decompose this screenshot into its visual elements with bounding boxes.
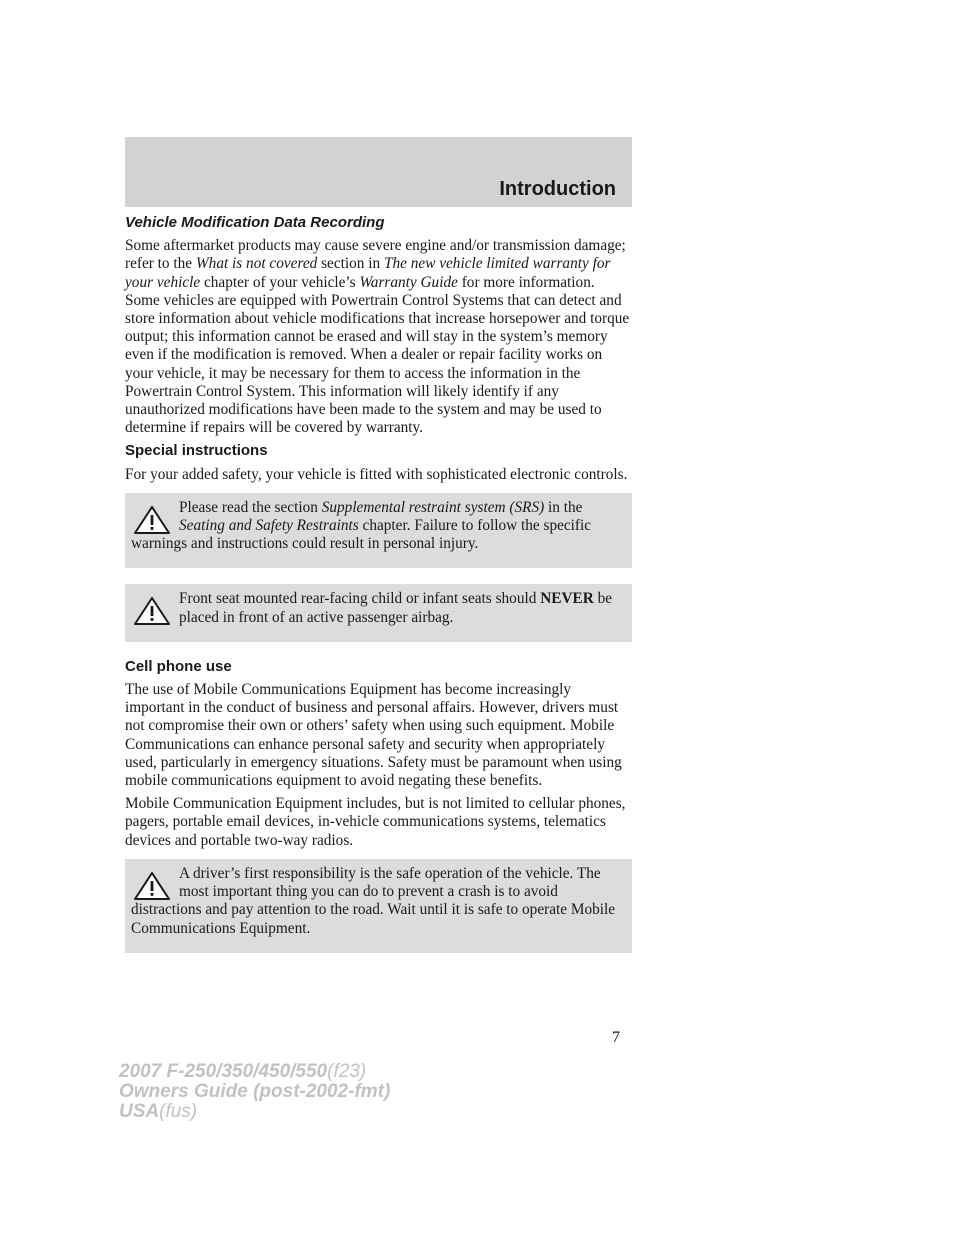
page-number: 7 bbox=[612, 1029, 620, 1046]
warning-box-srs bbox=[125, 493, 632, 569]
footer-line-market bbox=[119, 1102, 390, 1122]
text: Front seat mounted rear-facing child or infant seats should bbox=[179, 590, 541, 608]
document-footer bbox=[119, 1062, 390, 1122]
footer-line-guide: Owners Guide (post-2002-fmt) bbox=[119, 1081, 391, 1102]
page-content bbox=[125, 214, 632, 969]
ref-what-is-not-covered: What is not covered bbox=[195, 255, 318, 273]
warning-text-child-seat bbox=[131, 590, 624, 626]
heading-special-instructions: Special instructions bbox=[125, 442, 268, 460]
footer-model-code: (f23) bbox=[327, 1061, 367, 1082]
warning-triangle-icon bbox=[133, 596, 171, 626]
warning-triangle-icon bbox=[133, 871, 171, 901]
warning-text-driver: A driver’s first responsibility is the safe operation of the vehicle. The most important thing you can do to prevent a crash is to avoid distractions and pay attention to the road. Wait until it is safe to operate Mobile Communications Equipment. bbox=[131, 864, 616, 937]
never-emphasis: NEVER bbox=[540, 590, 594, 608]
text: section in bbox=[317, 255, 384, 273]
chapter-header bbox=[125, 137, 632, 207]
footer-model: 2007 F-250/350/450/550 bbox=[119, 1061, 328, 1082]
paragraph-vehicle-modification bbox=[125, 237, 632, 437]
footer-market-code: (fus) bbox=[159, 1101, 198, 1122]
paragraph-special-instructions: For your added safety, your vehicle is fitted with sophisticated electronic controls. bbox=[125, 465, 628, 483]
ref-seating-restraints: Seating and Safety Restraints bbox=[179, 517, 359, 535]
text: Please read the section bbox=[179, 498, 322, 516]
ref-limited-warranty: The new vehicle limited warranty for your vehicle bbox=[125, 255, 611, 291]
warning-box-driver bbox=[125, 859, 632, 953]
text: in the bbox=[544, 498, 583, 516]
footer-line-model bbox=[119, 1062, 390, 1082]
warning-box-child-seat bbox=[125, 584, 632, 641]
ref-srs: Supplemental restraint system (SRS) bbox=[321, 498, 545, 516]
text: Some aftermarket products may cause severe engine and/or transmission damage; refer to the bbox=[125, 237, 626, 273]
warning-text-srs bbox=[131, 499, 624, 554]
chapter-title: Introduction bbox=[499, 178, 616, 200]
paragraph-cell-phone-2: Mobile Communication Equipment includes, but is not limited to cellular phones, pagers, portable email devices, in-vehicle communications systems, telematics devices and portable two-way radios. bbox=[125, 795, 626, 849]
paragraph-cell-phone-1: The use of Mobile Communications Equipment has become increasingly important in the conduct of business and personal affairs. However, drivers must not compromise their own or others’ safety when using such equipment. Mobile Communications can enhance personal safety and security when appropriately used, particularly in emergency situations. Safety must be paramount when using mobile communications equipment to avoid negating these benefits. bbox=[125, 681, 622, 790]
text: for more information. Some vehicles are equipped with Powertrain Control Systems that can detect and store information about vehicle modifications that increase horsepower and torque output; this information cannot be erased and will stay in the system’s memory even if the modification is removed. When a dealer or repair facility works on your vehicle, it may be necessary for them to access the information in the Powertrain Control System. This information will likely identify if any unauthorized modifications have been made to the system and may be used to determine if repairs will be covered by warranty. bbox=[125, 273, 630, 437]
heading-vehicle-modification: Vehicle Modification Data Recording bbox=[125, 214, 385, 231]
text: chapter of your vehicle’s bbox=[200, 273, 360, 291]
warning-triangle-icon bbox=[133, 505, 171, 535]
text: be placed in front of an active passenger airbag. bbox=[179, 590, 613, 626]
ref-warranty-guide: Warranty Guide bbox=[359, 273, 458, 291]
text: chapter. Failure to follow the specific warnings and instructions could result in personal injury. bbox=[131, 517, 592, 553]
footer-market: USA bbox=[119, 1101, 160, 1122]
heading-cell-phone-use: Cell phone use bbox=[125, 657, 232, 675]
